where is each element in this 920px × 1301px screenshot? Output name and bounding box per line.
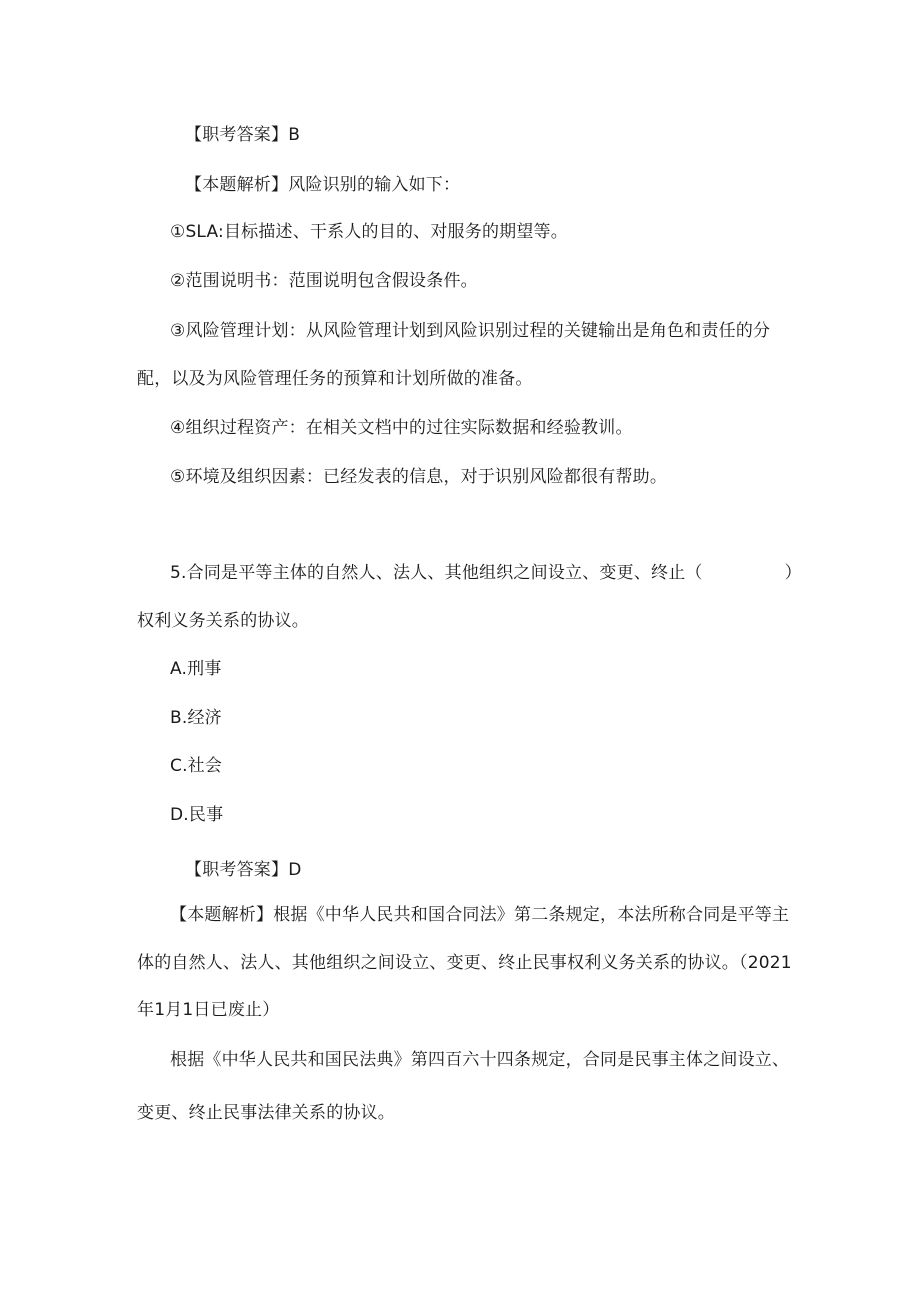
q4-item-scope: ②范围说明书：范围说明包含假设条件。	[170, 271, 478, 291]
q4-item-process-assets: ④组织过程资产：在相关文档中的过往实际数据和经验教训。	[170, 418, 633, 438]
q5-analysis-line1: 【本题解析】根据《中华人民共和国合同法》第二条规定，本法所称合同是平等主	[170, 905, 790, 925]
q5-option-d: D.民事	[170, 805, 224, 825]
q5-civil-code-line2: 变更、终止民事法律关系的协议。	[137, 1103, 395, 1123]
q4-item-risk-plan-continued: 配，以及为风险管理任务的预算和计划所做的准备。	[137, 369, 533, 389]
q5-question-close: ）	[784, 563, 802, 583]
q4-item-sla: ①SLA:目标描述、干系人的目的、对服务的期望等。	[170, 222, 568, 242]
q5-option-a: A.刑事	[170, 659, 222, 679]
q5-question-line1	[170, 561, 802, 585]
q4-item-environment-factors: ⑤环境及组织因素：已经发表的信息，对于识别风险都很有帮助。	[170, 467, 668, 487]
q4-item-risk-plan: ③风险管理计划：从风险管理计划到风险识别过程的关键输出是角色和责任的分	[170, 321, 771, 341]
q5-answer: 【职考答案】D	[185, 860, 302, 880]
q5-question-text: 5.合同是平等主体的自然人、法人、其他组织之间设立、变更、终止（	[170, 563, 703, 583]
q5-option-c: C.社会	[170, 756, 223, 776]
q5-option-b: B.经济	[170, 708, 222, 728]
q5-analysis-line3: 年1月1日已废止）	[137, 1000, 280, 1020]
q4-answer: 【职考答案】B	[185, 125, 301, 145]
q5-analysis-line2: 体的自然人、法人、其他组织之间设立、变更、终止民事权利义务关系的协议。（2021	[137, 953, 792, 973]
q5-civil-code-line1: 根据《中华人民共和国民法典》第四百六十四条规定，合同是民事主体之间设立、	[170, 1050, 790, 1070]
q5-question-line2: 权利义务关系的协议。	[137, 611, 309, 631]
q4-analysis-intro: 【本题解析】风险识别的输入如下：	[185, 175, 461, 195]
